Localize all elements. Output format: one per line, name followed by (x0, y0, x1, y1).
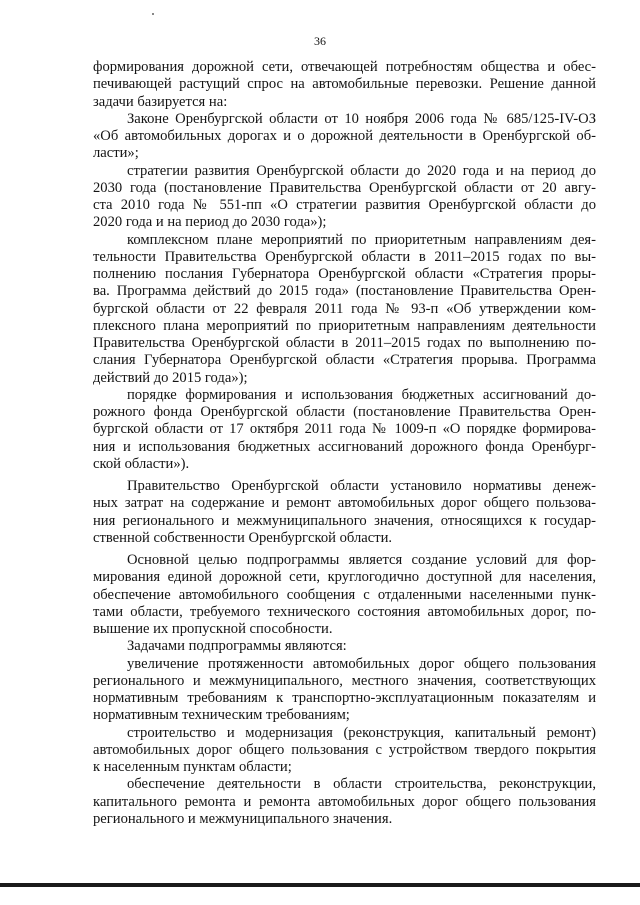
bottom-rule (0, 883, 640, 887)
text-line: Основной целью подпрограммы является создание условий для фор- (127, 552, 596, 568)
text-line: строительство и модернизация (реконструкция, капитальный ремонт) (127, 724, 596, 741)
text-line: плексного плана мероприятий по приоритетным направлениям деятельности (93, 317, 596, 334)
text-line: ных затрат на содержание и ремонт автомобильных дорог общего пользова- (93, 495, 596, 512)
text-line: полнению послания Губернатора Оренбургской области «Стратегия проры- (93, 266, 596, 282)
document-body (93, 59, 596, 828)
text-line: обеспечение деятельности в области строительства, реконструкции, (127, 776, 596, 793)
text-line: Законе Оренбургской области от 10 ноября 2006 года № 685/125-IV-ОЗ (127, 110, 596, 127)
text-line: порядке формирования и использования бюджетных ассигнований до- (127, 386, 596, 403)
text-line: нормативным требованиям к транспортно-эксплуатационным показателям и (93, 690, 596, 706)
scan-mark (152, 13, 154, 15)
text-line: мирования единой дорожной сети, круглогодично доступной для населения, (93, 569, 596, 586)
text-line: автомобильных дорог общего пользования с устройством твердого покрытия (93, 741, 596, 758)
text-line: к населенным пунктам области; (93, 759, 292, 775)
text-line: нормативным техническим требованиям; (93, 707, 350, 724)
text-line: ста 2010 года № 551-пп «О стратегии развития Оренбургской области до (93, 197, 596, 213)
text-line: стратегии развития Оренбургской области до 2020 года и на период до (127, 162, 596, 179)
text-line: ния и использования бюджетных ассигнований дорожного фонда Оренбург- (93, 438, 596, 455)
text-line: задачи базируется на: (93, 93, 228, 110)
text-line: регионального и межмуниципального, местного значения, соответствующих (93, 672, 596, 689)
text-line: ва. Программа действий до 2015 года» (постановление Правительства Орен- (93, 283, 596, 300)
text-line: комплексном плане мероприятий по приоритетным направлениям дея- (127, 231, 596, 248)
text-line: 2020 года и на период до 2030 года»); (93, 214, 327, 231)
text-line: печивающей растущий спрос на автомобильные перевозки. Решение данной (93, 76, 596, 93)
text-line: 2030 года (постановление Правительства Оренбургской области от 20 авгу- (93, 179, 596, 196)
text-line: бургской области от 22 февраля 2011 года № 93-п «Об утверждении ком- (93, 300, 596, 317)
text-line: Задачами подпрограммы являются: (127, 638, 347, 655)
page-number: 36 (314, 34, 326, 48)
text-line: «Об автомобильных дорогах и о дорожной деятельности в Оренбургской об- (93, 128, 596, 144)
text-line: формирования дорожной сети, отвечающей потребностям общества и обес- (93, 59, 596, 75)
text-line: рожного фонда Оренбургской области (постановление Правительства Орен- (93, 404, 596, 420)
text-line: тами области, требуемого технического состояния автомобильных дорог, по- (93, 603, 596, 620)
text-line: ской области»). (93, 455, 190, 472)
text-line: бургской области от 17 октября 2011 года № 1009-п «О порядке формирова- (93, 421, 596, 438)
text-line: капитального ремонта и ремонта автомобильных дорог общего пользования (93, 793, 596, 810)
text-line: действий до 2015 года»); (93, 369, 248, 386)
text-line: Правительства Оренбургской области в 2011–2015 годах по выполнению по- (93, 335, 596, 351)
text-line: ственной собственности Оренбургской области. (93, 529, 393, 546)
text-line: тельности Правительства Оренбургской области в 2011–2015 годах по вы- (93, 248, 596, 265)
text-line: обеспечение автомобильного сообщения с отдаленными населенными пунк- (93, 586, 596, 603)
text-line: ласти»; (93, 145, 139, 162)
text-line: Правительство Оренбургской области установило нормативы денеж- (127, 478, 596, 494)
text-line: слания Губернатора Оренбургской области «Стратегия прорыва. Программа (93, 352, 596, 369)
text-line: вышение их пропускной способности. (93, 621, 333, 637)
text-line: ния регионального и межмуниципального значения, относящихся к государ- (93, 512, 596, 529)
text-line: увеличение протяженности автомобильных дорог общего пользования (127, 655, 596, 672)
text-line: регионального и межмуниципального значения. (93, 810, 393, 827)
